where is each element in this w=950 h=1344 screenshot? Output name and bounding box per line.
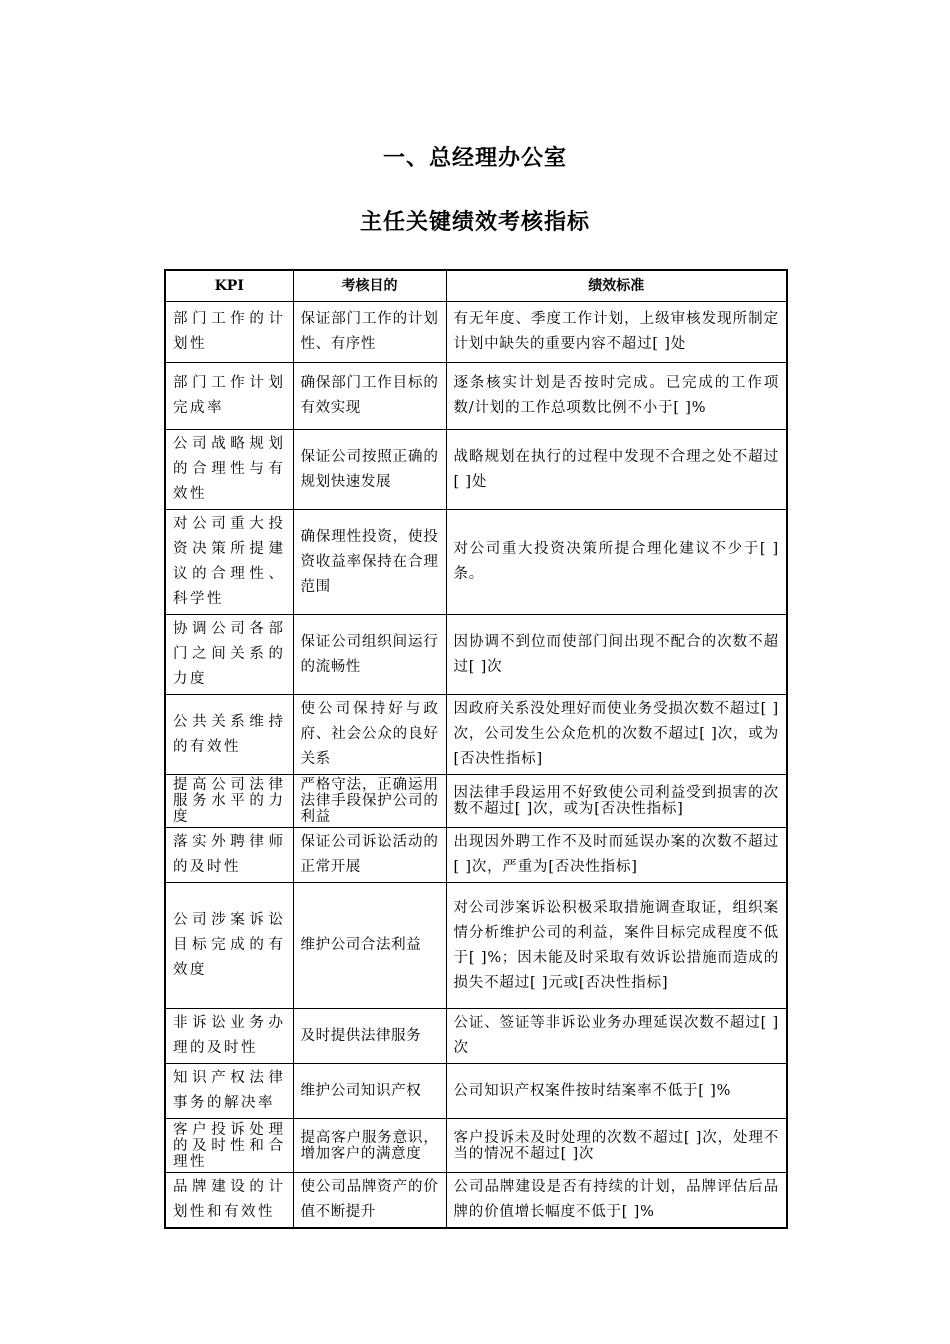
header-standard: 绩效标准: [446, 270, 787, 302]
kpi-cell: 品牌建设的计划性和有效性: [165, 1173, 293, 1229]
standard-cell: 对公司涉案诉讼积极采取措施调查取证，组织案情分析维护公司的利益，案件目标完成程度不低于[ ]%；因未能及时采取有效诉讼措施而造成的损失不超过[ ]元或[否决性指标]: [446, 883, 787, 1009]
standard-cell: 公司品牌建设是否有持续的计划，品牌评估后品牌的价值增长幅度不低于[ ]%: [446, 1173, 787, 1229]
purpose-cell: 保证公司按照正确的规划快速发展: [293, 430, 446, 510]
standard-cell: 因法律手段运用不好致使公司利益受到损害的次数不超过[ ]次，或为[否决性指标]: [446, 775, 787, 828]
header-kpi: KPI: [165, 270, 293, 302]
kpi-cell: 非诉讼业务办理的及时性: [165, 1009, 293, 1064]
purpose-cell: 确保部门工作目标的有效实现: [293, 363, 446, 430]
standard-cell: 公证、签证等非诉讼业务办理延误次数不超过[ ]次: [446, 1009, 787, 1064]
standard-cell: 有无年度、季度工作计划，上级审核发现所制定计划中缺失的重要内容不超过[ ]处: [446, 302, 787, 363]
table-row: [165, 883, 787, 1009]
kpi-cell: 客户投诉处理的及时性和合理性: [165, 1119, 293, 1173]
header-purpose: 考核目的: [293, 270, 446, 302]
kpi-cell: 协调公司各部门之间关系的力度: [165, 615, 293, 695]
table-row: [165, 1064, 787, 1119]
purpose-cell: 严格守法，正确运用法律手段保护公司的利益: [293, 775, 446, 828]
purpose-cell: 确保理性投资，使投资收益率保持在合理范围: [293, 510, 446, 615]
standard-cell: 因政府关系没处理好而使业务受损次数不超过[ ]次，公司发生公众危机的次数不超过[ ]次，或为[否决性指标]: [446, 695, 787, 775]
purpose-cell: 使公司品牌资产的价值不断提升: [293, 1173, 446, 1229]
section-heading: 一、总经理办公室: [382, 146, 567, 171]
purpose-cell: 提高客户服务意识，增加客户的满意度: [293, 1119, 446, 1173]
table-row: [165, 775, 787, 828]
kpi-cell: 公共关系维持的有效性: [165, 695, 293, 775]
kpi-cell: 提高公司法律服务水平的力度: [165, 775, 293, 828]
kpi-cell: 公司战略规划的合理性与有效性: [165, 430, 293, 510]
table-title: 主任关键绩效考核指标: [359, 210, 590, 235]
purpose-cell: 及时提供法律服务: [293, 1009, 446, 1064]
kpi-table: [164, 269, 788, 1229]
table-row: [165, 302, 787, 363]
table-row: [165, 510, 787, 615]
table-row: [165, 1009, 787, 1064]
kpi-cell: 部门工作计划完成率: [165, 363, 293, 430]
table-row: [165, 1173, 787, 1229]
purpose-cell: 保证部门工作的计划性、有序性: [293, 302, 446, 363]
purpose-cell: 维护公司合法利益: [293, 883, 446, 1009]
table-row: [165, 363, 787, 430]
table-row: [165, 615, 787, 695]
purpose-cell: 维护公司知识产权: [293, 1064, 446, 1119]
kpi-cell: 对公司重大投资决策所提建议的合理性、科学性: [165, 510, 293, 615]
kpi-cell: 落实外聘律师的及时性: [165, 828, 293, 883]
purpose-cell: 保证公司诉讼活动的正常开展: [293, 828, 446, 883]
kpi-cell: 部门工作的计划性: [165, 302, 293, 363]
kpi-cell: 知识产权法律事务的解决率: [165, 1064, 293, 1119]
standard-cell: 公司知识产权案件按时结案率不低于[ ]%: [446, 1064, 787, 1119]
standard-cell: 战略规划在执行的过程中发现不合理之处不超过[ ]处: [446, 430, 787, 510]
kpi-cell: 公司涉案诉讼目标完成的有效度: [165, 883, 293, 1009]
standard-cell: 客户投诉未及时处理的次数不超过[ ]次，处理不当的情况不超过[ ]次: [446, 1119, 787, 1173]
purpose-cell: 使公司保持好与政府、社会公众的良好关系: [293, 695, 446, 775]
table-row: [165, 695, 787, 775]
table-header-row: [165, 270, 787, 302]
purpose-cell: 保证公司组织间运行的流畅性: [293, 615, 446, 695]
table-row: [165, 430, 787, 510]
standard-cell: 对公司重大投资决策所提合理化建议不少于[ ]条。: [446, 510, 787, 615]
table-row: [165, 828, 787, 883]
standard-cell: 因协调不到位而使部门间出现不配合的次数不超过[ ]次: [446, 615, 787, 695]
table-row: [165, 1119, 787, 1173]
standard-cell: 逐条核实计划是否按时完成。已完成的工作项数/计划的工作总项数比例不小于[ ]%: [446, 363, 787, 430]
standard-cell: 出现因外聘工作不及时而延误办案的次数不超过[ ]次，严重为[否决性指标]: [446, 828, 787, 883]
